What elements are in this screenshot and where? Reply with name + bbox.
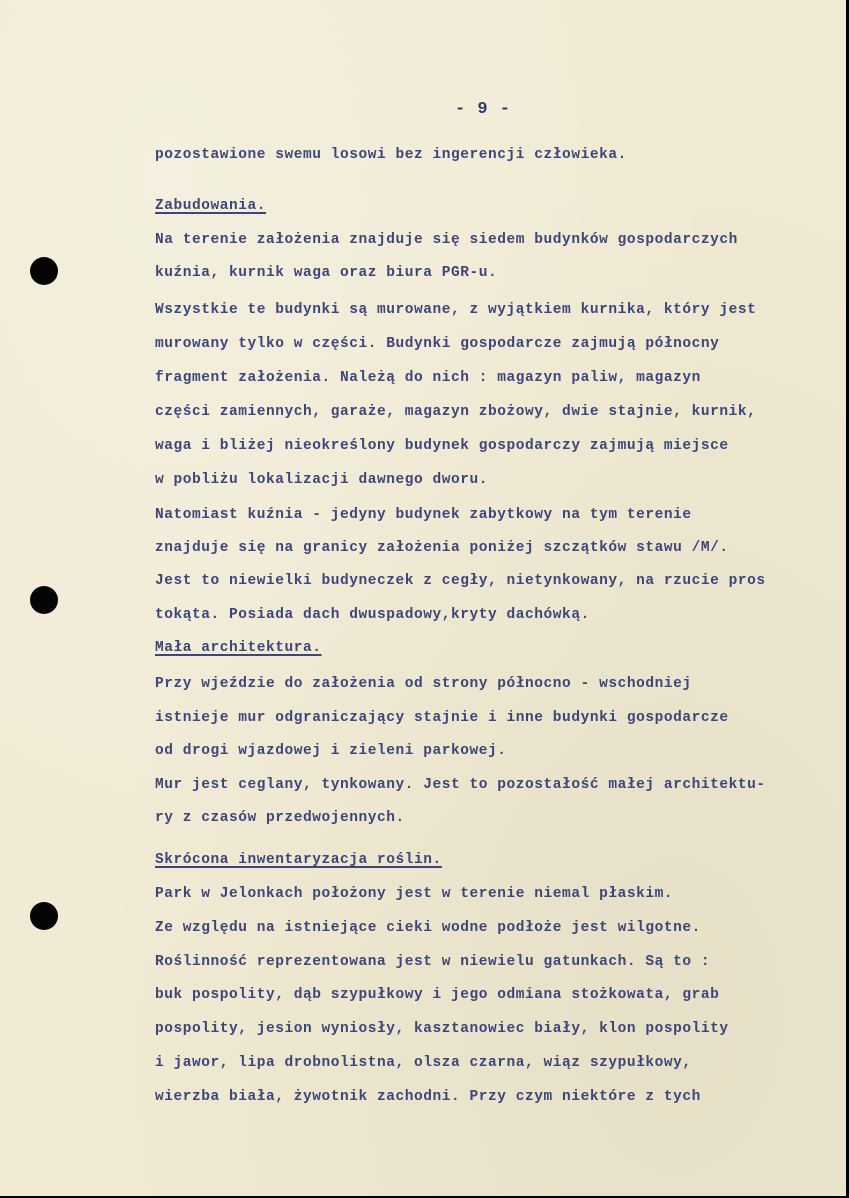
- text-line: ry z czasów przedwojennych.: [155, 810, 405, 826]
- text-line: pozostawione swemu losowi bez ingerencji człowieka.: [155, 147, 627, 163]
- text-line: znajduje się na granicy założenia poniżej szczątków stawu /M/.: [155, 540, 729, 556]
- section-heading-plant-inventory: Skrócona inwentaryzacja roślin.: [155, 852, 442, 868]
- punch-hole: [30, 902, 58, 930]
- text-line: waga i bliżej nieokreślony budynek gospodarczy zajmują miejsce: [155, 438, 729, 454]
- text-line: Przy wjeździe do założenia od strony północno - wschodniej: [155, 676, 692, 692]
- text-line: wierzba biała, żywotnik zachodni. Przy czym niektóre z tych: [155, 1089, 701, 1105]
- text-line: pospolity, jesion wyniosły, kasztanowiec biały, klon pospolity: [155, 1021, 729, 1037]
- text-line: istnieje mur odgraniczający stajnie i inne budynki gospodarcze: [155, 710, 729, 726]
- text-line: Jest to niewielki budyneczek z cegły, nietynkowany, na rzucie pros: [155, 573, 766, 589]
- text-line: tokąta. Posiada dach dwuspadowy,kryty dachówką.: [155, 607, 590, 623]
- text-line: od drogi wjazdowej i zieleni parkowej.: [155, 743, 507, 759]
- section-heading-buildings: Zabudowania.: [155, 198, 267, 214]
- section-heading-small-architecture: Mała architektura.: [155, 640, 322, 656]
- punch-hole: [30, 586, 58, 614]
- text-line: Park w Jelonkach położony jest w terenie niemal płaskim.: [155, 886, 674, 902]
- text-line: i jawor, lipa drobnolistna, olsza czarna, wiąz szypułkowy,: [155, 1055, 692, 1071]
- text-line: Wszystkie te budynki są murowane, z wyjątkiem kurnika, który jest: [155, 302, 757, 318]
- text-line: buk pospolity, dąb szypułkowy i jego odmiana stożkowata, grab: [155, 987, 720, 1003]
- text-line: Na terenie założenia znajduje się siedem budynków gospodarczych: [155, 232, 738, 248]
- text-line: Ze względu na istniejące cieki wodne podłoże jest wilgotne.: [155, 920, 701, 936]
- text-line: Mur jest ceglany, tynkowany. Jest to pozostałość małej architektu-: [155, 777, 766, 793]
- text-line: kuźnia, kurnik waga oraz biura PGR-u.: [155, 265, 498, 281]
- text-line: w pobliżu lokalizacji dawnego dworu.: [155, 472, 489, 488]
- text-line: Roślinność reprezentowana jest w niewielu gatunkach. Są to :: [155, 954, 711, 970]
- text-line: części zamiennych, garaże, magazyn zbożowy, dwie stajnie, kurnik,: [155, 404, 757, 420]
- page-number: - 9 -: [455, 100, 512, 119]
- text-line: murowany tylko w części. Budynki gospodarcze zajmują północny: [155, 336, 720, 352]
- punch-hole: [30, 257, 58, 285]
- text-line: fragment założenia. Należą do nich : magazyn paliw, magazyn: [155, 370, 701, 386]
- text-line: Natomiast kuźnia - jedyny budynek zabytkowy na tym terenie: [155, 507, 692, 523]
